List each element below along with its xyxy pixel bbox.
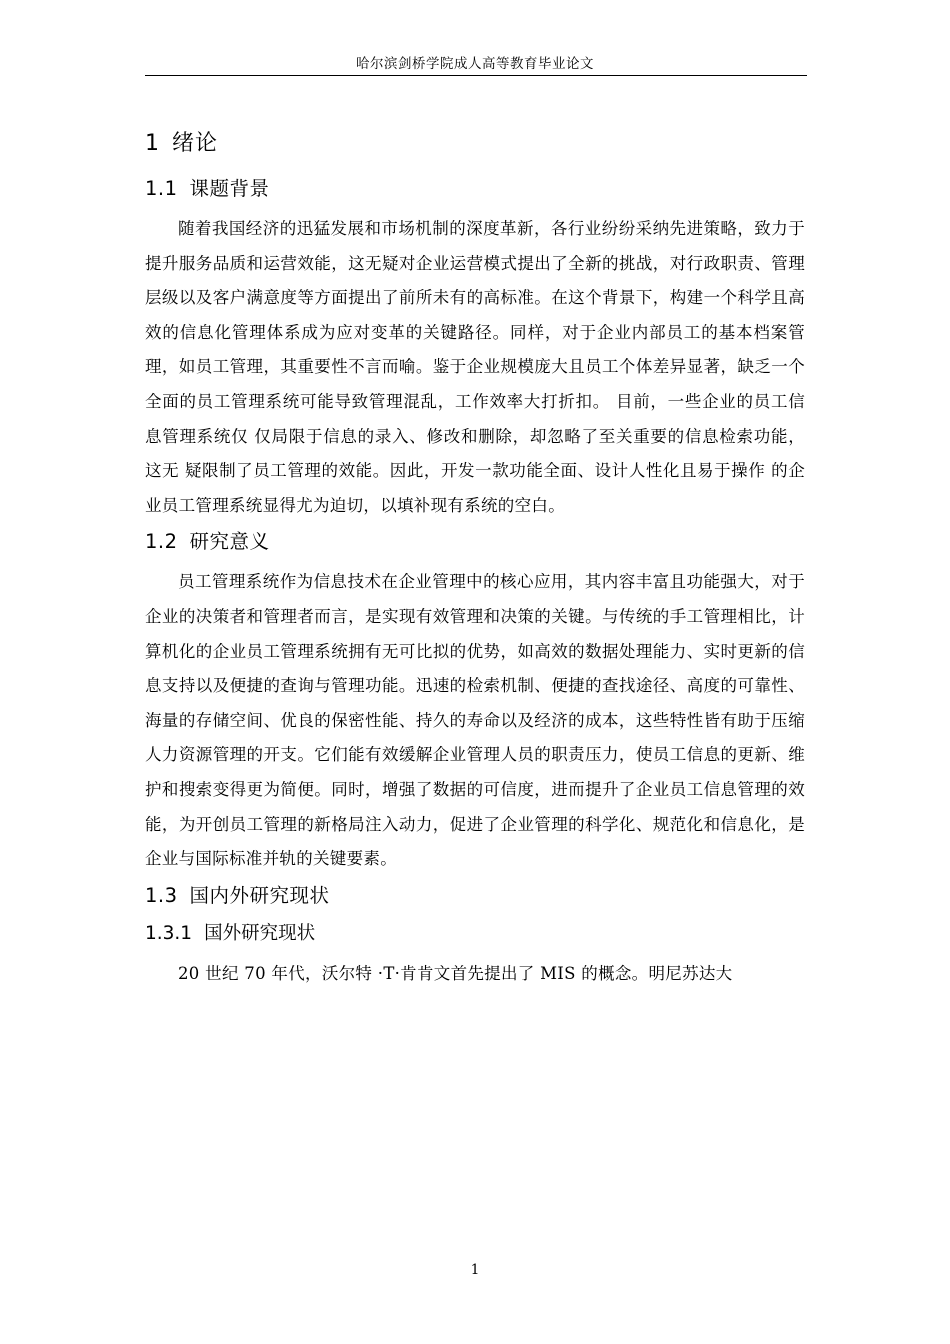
section-title: 研究意义 (189, 530, 270, 554)
section-title: 国内外研究现状 (189, 883, 330, 907)
subsection-heading-foreign (145, 919, 805, 949)
section-heading-significance (145, 527, 805, 557)
chapter-heading (145, 128, 805, 160)
paragraph-background: 随着我国经济的迅猛发展和市场机制的深度革新，各行业纷纷采纳先进策略，致力于提升服务品质和运营效能，这无疑对企业运营模式提出了全新的挑战，对行政职责、管理层级以及客户满意度等方面提出了前所未有的高标准。在这个背景下，构建一个科学且高效的信息化管理体系成为应对变革的关键路径。同样，对于企业内部员工的基本档案管理，如员工管理，其重要性不言而喻。鉴于企业规模庞大且员工个体差异显著，缺乏一个全面的员工管理系统可能导致管理混乱，工作效率大打折扣。 目前，一些企业的员工信息管理系统仅 仅局限于信息的录入、修改和删除，却忽略了至关重要的信息检索功能，这无 疑限制了员工管理的效能。因此，开发一款功能全面、设计人性化且易于操作 的企业员工管理系统显得尤为迫切，以填补现有系统的空白。 (145, 219, 805, 515)
chapter-number: 1 (145, 131, 160, 156)
page-body (145, 118, 805, 995)
paragraph-foreign-status: 20 世纪 70 年代，沃尔特 ·T·肯肯文首先提出了 MIS 的概念。明尼苏达大 (178, 963, 733, 983)
subsection-title: 国外研究现状 (204, 922, 316, 944)
section-number: 1.1 (145, 177, 178, 200)
page-number: 1 (470, 1262, 480, 1278)
paragraph-significance: 员工管理系统作为信息技术在企业管理中的核心应用，其内容丰富且功能强大，对于企业的决策者和管理者而言，是实现有效管理和决策的关键。与传统的手工管理相比，计算机化的企业员工管理系统拥有无可比拟的优势，如高效的数据处理能力、实时更新的信息支持以及便捷的查询与管理功能。迅速的检索机制、便捷的查找途径、高度的可靠性、海量的存储空间、优良的保密性能、持久的寿命以及经济的成本，这些特性皆有助于压缩人力资源管理的开支。它们能有效缓解企业管理人员的职责压力，使员工信息的更新、维护和搜索变得更为简便。同时，增强了数据的可信度，进而提升了企业员工信息管理的效能，为开创员工管理的新格局注入动力，促进了企业管理的科学化、规范化和信息化，是企业与国际标准并轨的关键要素。 (145, 572, 805, 869)
section-number: 1.2 (145, 530, 178, 554)
section-number: 1.3 (145, 883, 178, 907)
header-divider (145, 75, 807, 76)
section-heading-research-status (145, 881, 805, 911)
section-heading-background (145, 174, 805, 204)
subsection-number: 1.3.1 (145, 922, 193, 944)
chapter-title: 绪论 (172, 131, 219, 156)
section-title: 课题背景 (189, 177, 270, 200)
running-header: 哈尔滨剑桥学院成人高等教育毕业论文 (356, 56, 594, 72)
